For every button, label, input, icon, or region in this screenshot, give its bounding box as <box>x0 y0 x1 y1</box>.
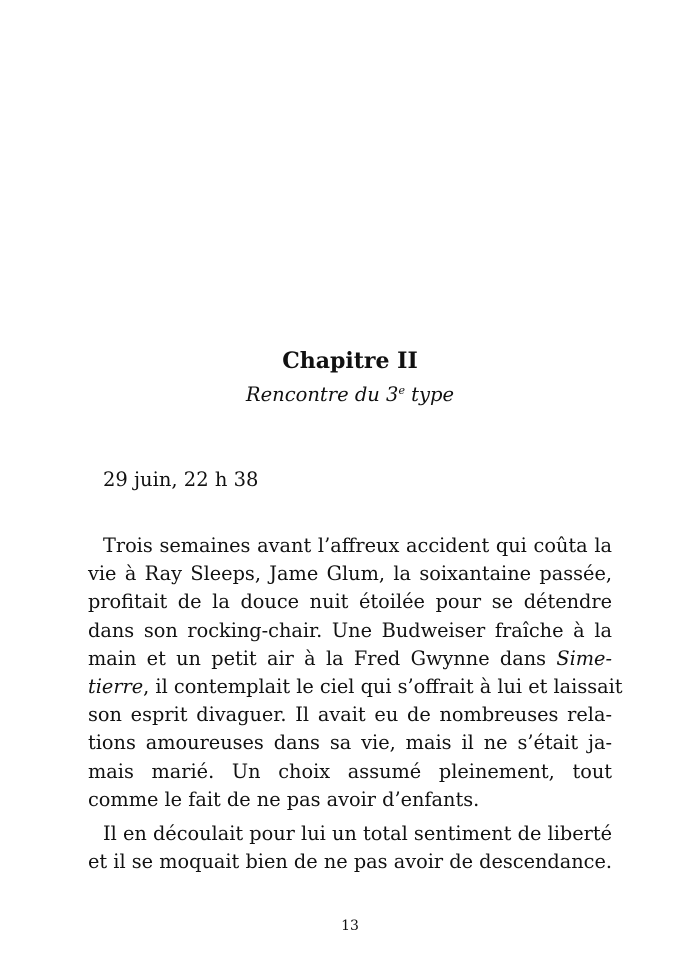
body-text <box>88 532 623 876</box>
chapter-subtitle-suffix: type <box>404 383 455 406</box>
paragraph-1-line-6-italic: tierre <box>88 675 144 699</box>
paragraph-1-line-10: comme le fait de ne pas avoir d’enfants. <box>88 787 480 811</box>
paragraph-1-line-5 <box>88 645 612 673</box>
paragraph-1-line-3: profitait de la douce nuit étoilée pour se détendre <box>88 590 612 614</box>
chapter-title: Chapitre II <box>282 348 418 374</box>
paragraph-2-line-2: et il se moquait bien de ne pas avoir de descendance. <box>88 850 612 874</box>
page-number: 13 <box>341 918 359 934</box>
paragraph-2-line-1: Il en découlait pour lui un total sentiment de liberté <box>103 822 612 846</box>
paragraph-1-line-7: son esprit divaguer. Il avait eu de nombreuses rela- <box>88 703 612 727</box>
chapter-subtitle-prefix: Rencontre du 3 <box>245 383 399 406</box>
paragraph-1-line-9: mais marié. Un choix assumé pleinement, tout <box>88 759 612 783</box>
paragraph-1-line-4: dans son rocking-chair. Une Budweiser fraîche à la <box>88 618 612 642</box>
paragraph-1-line-1: Trois semaines avant l’affreux accident qui coûta la <box>103 534 612 557</box>
chapter-subtitle-superscript: e <box>398 384 405 397</box>
paragraph-1-line-5-text: main et un petit air à la Fred Gwynne dans <box>88 646 547 670</box>
chapter-subtitle <box>0 381 700 409</box>
paragraph-1-line-6-text: , il contemplait le ciel qui s’offrait à lui et laissait <box>143 675 623 699</box>
date-line: 29 juin, 22 h 38 <box>103 468 259 491</box>
paragraph-1-line-5-italic: Sime- <box>556 646 612 670</box>
paragraph-1-line-2: vie à Ray Sleeps, Jame Glum, la soixantaine passée, <box>88 562 612 586</box>
paragraph-1-line-8: tions amoureuses dans sa vie, mais il ne s’était ja- <box>88 731 612 755</box>
paragraph-1-line-6 <box>88 673 623 701</box>
